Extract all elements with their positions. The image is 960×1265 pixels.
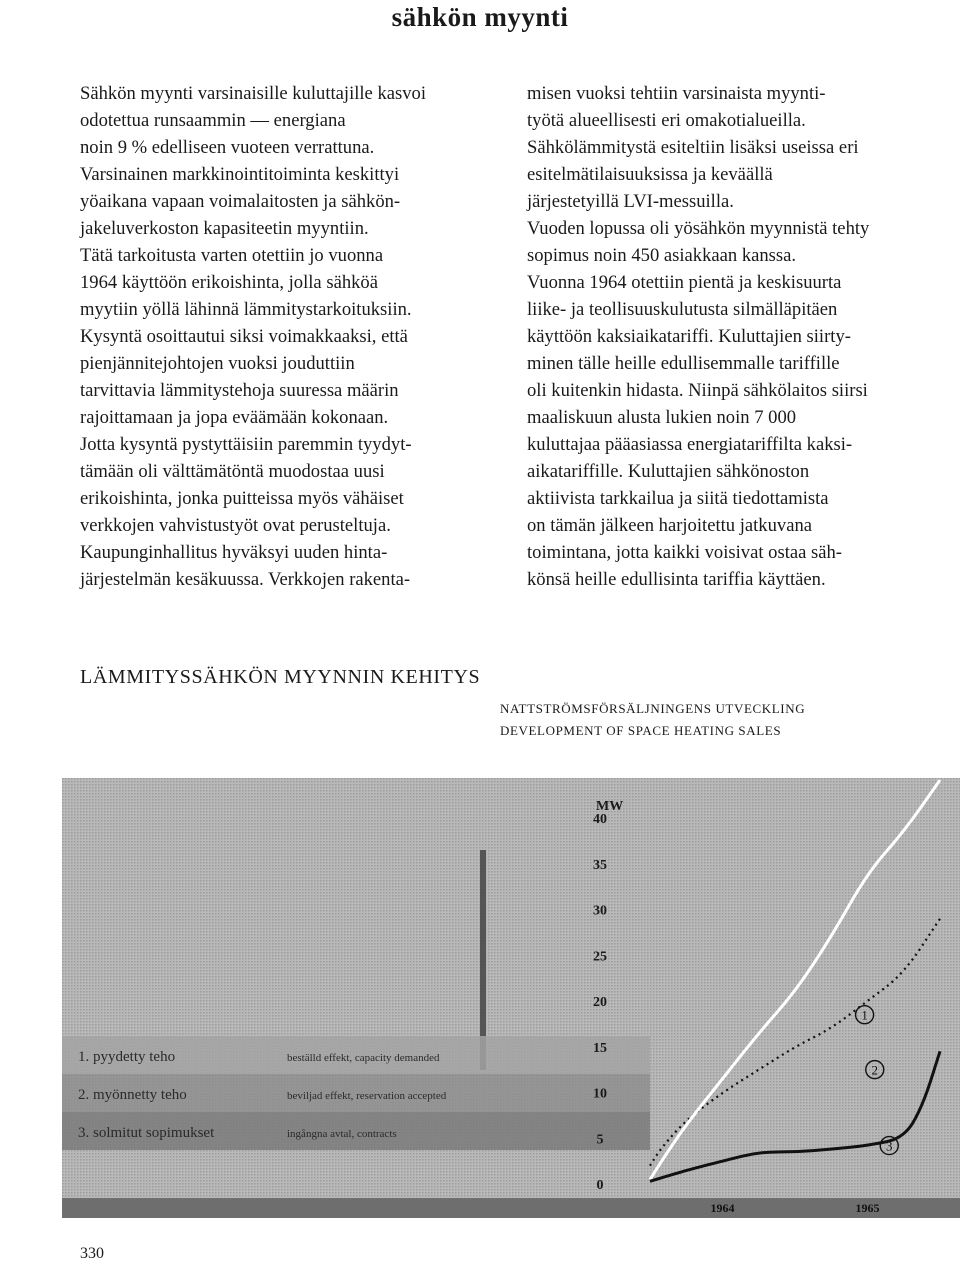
body-text-line: noin 9 % edelliseen vuoteen verrattuna. (80, 137, 375, 158)
chart-heading: LÄMMITYSSÄHKÖN MYYNNIN KEHITYS (80, 666, 481, 688)
series-marker-number: 2 (871, 1062, 878, 1078)
body-text-line: tämään oli välttämätöntä muodostaa uusi (80, 461, 385, 482)
body-text-line: sopimus noin 450 asiakkaan kanssa. (527, 245, 797, 266)
body-text-line: Vuonna 1964 otettiin pientä ja keskisuurta (527, 272, 842, 293)
legend-label: 2. myönnetty teho (78, 1087, 187, 1103)
body-text-line: tarvittavia lämmitystehoja suuressa määrin (80, 380, 399, 401)
body-text-line: oli kuitenkin hidasta. Niinpä sähkölaitos siirsi (527, 380, 868, 401)
body-text-line: Sähkön myynti varsinaisille kuluttajille kasvoi (80, 83, 427, 104)
y-tick-label: 20 (593, 995, 607, 1010)
y-tick-label: 0 (596, 1178, 604, 1193)
x-tick-label: 1965 (855, 1201, 880, 1215)
series-marker-number: 3 (886, 1138, 893, 1154)
body-text-line: Kysyntä osoittautui siksi voimakkaaksi, että (80, 326, 408, 347)
body-text-line: könsä heille edullisinta tariffia käyttäen. (527, 569, 826, 590)
body-text-line: Vuoden lopussa oli yösähkön myynnistä tehty (527, 218, 870, 239)
body-text-line: Sähkölämmitystä esiteltiin lisäksi useissa eri (527, 137, 859, 158)
body-text-line: 1964 käyttöön erikoishinta, jolla sähköä (80, 272, 378, 293)
page-number: 330 (80, 1245, 104, 1262)
body-text-line: odotettua runsaammin — energiana (80, 110, 346, 131)
y-tick-label: 35 (593, 857, 607, 873)
body-text-line: esitelmätilaisuuksissa ja keväällä (527, 164, 773, 185)
body-text-line: yöaikana vapaan voimalaitosten ja sähkön- (80, 191, 401, 212)
x-axis-band (62, 1198, 960, 1218)
legend-label-swedish: beställd effekt, capacity demanded (287, 1052, 440, 1064)
body-text-line: pienjännitejohtojen vuoksi jouduttiin (80, 353, 355, 374)
y-axis-label: MW (596, 799, 624, 814)
body-text-line: toimintana, jotta kaikki voisivat ostaa säh- (527, 542, 842, 563)
body-text-line: liike- ja teollisuuskulutusta silmälläpitäen (527, 299, 838, 320)
chart-background (62, 778, 960, 1218)
body-text-line: maaliskuun alusta lukien noin 7 000 (527, 407, 797, 428)
body-text-left-column (80, 80, 426, 593)
body-text-line: aikatariffille. Kuluttajien sähkönoston (527, 461, 810, 482)
series-marker-number: 1 (861, 1007, 868, 1023)
x-tick-label: 1964 (710, 1201, 735, 1215)
y-tick-label: 10 (593, 1086, 607, 1102)
body-text-line: verkkojen vahvistustyöt ovat perusteltuja. (80, 515, 391, 536)
body-text-line: Tätä tarkoitusta varten otettiin jo vuonna (80, 245, 384, 266)
body-text-line: minen tälle heille edullisemmalle tariffille (527, 353, 840, 374)
chart-subtitle-english: DEVELOPMENT OF SPACE HEATING SALES (500, 723, 782, 738)
body-text-line: Varsinainen markkinointitoiminta keskittyi (80, 164, 400, 185)
legend-label-swedish: beviljad effekt, reservation accepted (287, 1090, 447, 1102)
body-text-line: erikoishinta, jonka puitteissa myös vähäiset (80, 488, 404, 509)
body-text-line: rajoittamaan ja jopa eväämään kokonaan. (80, 407, 389, 428)
heating-sales-chart (62, 778, 960, 1218)
y-tick-label: 15 (593, 1040, 607, 1056)
legend-label: 1. pyydetty teho (78, 1049, 176, 1065)
body-text-line: on tämän jälkeen harjoitettu jatkuvana (527, 515, 812, 536)
body-text-line: myytiin yöllä lähinnä lämmitystarkoituksiin. (80, 299, 412, 320)
body-text-line: Kaupunginhallitus hyväksyi uuden hinta- (80, 542, 388, 563)
body-text-line: misen vuoksi tehtiin varsinaista myynti- (527, 83, 826, 104)
body-text-line: Jotta kysyntä pystyttäisiin paremmin tyydyt- (80, 434, 412, 455)
y-tick-label: 30 (593, 903, 607, 919)
y-tick-label: 40 (593, 812, 607, 827)
legend-label: 3. solmitut sopimukset (78, 1125, 215, 1141)
body-text-line: aktiivista tarkkailua ja siitä tiedottamista (527, 488, 829, 509)
body-text-line: järjestelmän kesäkuussa. Verkkojen rakenta- (80, 569, 411, 590)
body-text-line: järjestetyillä LVI-messuilla. (527, 191, 734, 212)
body-text-right-column (527, 80, 869, 593)
page-title: sähkön myynti (391, 2, 569, 32)
y-tick-label: 5 (596, 1132, 604, 1148)
body-text-line: kuluttajaa pääasiassa energiatariffilta kaksi- (527, 434, 853, 455)
y-tick-label: 25 (593, 949, 607, 965)
body-text-line: työtä alueellisesti eri omakotialueilla. (527, 110, 806, 131)
body-text-line: käyttöön kaksiaikatariffi. Kuluttajien siirty- (527, 326, 851, 347)
body-text-line: jakeluverkoston kapasiteetin myyntiin. (80, 218, 369, 239)
legend-label-swedish: ingångna avtal, contracts (287, 1128, 397, 1140)
chart-subtitle-swedish: NATTSTRÖMSFÖRSÄLJNINGENS UTVECKLING (500, 701, 806, 716)
